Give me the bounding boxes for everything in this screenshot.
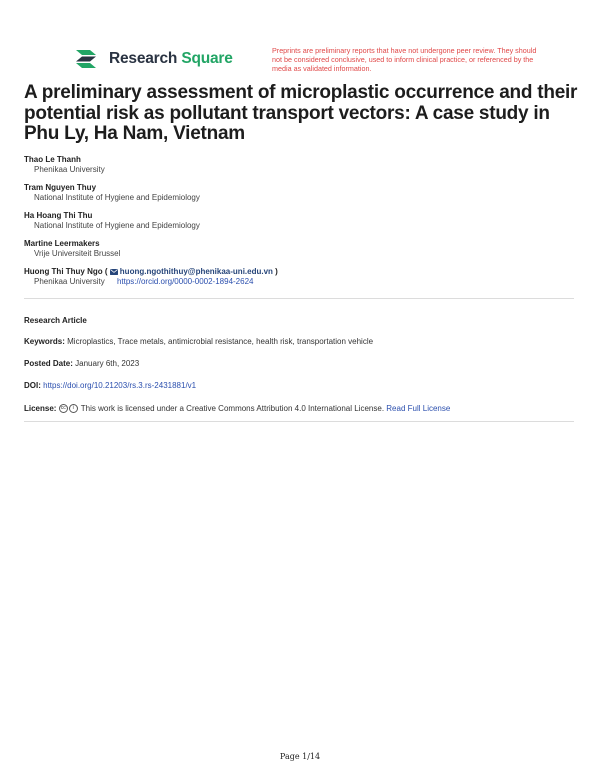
author-name[interactable]: Tram Nguyen Thuy (24, 183, 97, 192)
posted-date-value: January 6th, 2023 (75, 359, 140, 368)
author-affiliation: National Institute of Hygiene and Epidemiology (34, 221, 200, 230)
license-label: License: (24, 404, 57, 413)
author-name[interactable]: Ha Hoang Thi Thu (24, 211, 93, 220)
author-affiliation: National Institute of Hygiene and Epidemiology (34, 193, 200, 202)
keywords-label: Keywords: (24, 337, 65, 346)
author-list (24, 155, 576, 295)
corresponding-author-email[interactable]: huong.ngothithuy@phenikaa-uni.edu.vn (119, 267, 273, 276)
author-name[interactable]: Martine Leermakers (24, 239, 100, 248)
posted-date-label: Posted Date: (24, 359, 73, 368)
research-square-logo-icon (76, 48, 102, 70)
author-entry (24, 239, 576, 259)
corresponding-author-line (24, 267, 576, 277)
paper-title: A preliminary assessment of microplastic occurrence and their potential risk as pollutant transport vectors: A case study in Phu Ly, Ha Nam, Vietnam (24, 82, 578, 144)
close-paren: ) (275, 267, 278, 276)
author-affiliation: Phenikaa University (34, 165, 105, 174)
divider (24, 421, 574, 422)
license-text: This work is licensed under a Creative Commons Attribution 4.0 International License. (80, 404, 385, 413)
preprint-disclaimer: Preprints are preliminary reports that have not undergone peer review. They should not be considered conclusive, used to inform clinical practice, or referenced by the media as validated information. (272, 46, 537, 73)
research-square-logo[interactable] (76, 48, 233, 70)
orcid-link[interactable]: https://orcid.org/0000-0002-1894-2624 (116, 277, 254, 286)
doi-label: DOI: (24, 381, 41, 390)
page-number: Page 1/14 (279, 752, 321, 761)
author-entry (24, 211, 576, 231)
posted-date-row (24, 359, 139, 368)
keywords-value: Microplastics, Trace metals, antimicrobial resistance, health risk, transportation vehicle (67, 337, 374, 346)
doi-row (24, 381, 196, 390)
author-affiliation: Vrije Universiteit Brussel (34, 249, 121, 258)
author-name[interactable]: Thao Le Thanh (24, 155, 81, 164)
keywords-row (24, 337, 373, 346)
open-paren: ( (104, 267, 108, 276)
author-entry (24, 183, 576, 203)
logo-word-research: Research (109, 50, 178, 67)
logo-word-square: Square (181, 50, 233, 67)
mail-icon (110, 269, 118, 275)
license-row (24, 404, 450, 413)
read-full-license-link[interactable]: Read Full License (386, 404, 451, 413)
corresponding-author-name[interactable]: Huong Thi Thuy Ngo (24, 267, 103, 276)
divider (24, 298, 574, 299)
author-entry (24, 155, 576, 175)
logo-text (109, 50, 233, 68)
author-affiliation: Phenikaa University (34, 277, 105, 286)
by-icon: i (69, 404, 78, 413)
corresponding-author-affiliation-line (34, 277, 576, 287)
article-type-label: Research Article (24, 316, 87, 325)
doi-link[interactable]: https://doi.org/10.21203/rs.3.rs-2431881/v1 (43, 381, 197, 390)
cc-icon: cc (60, 405, 66, 412)
article-type (24, 316, 87, 325)
corresponding-author-entry (24, 267, 576, 287)
